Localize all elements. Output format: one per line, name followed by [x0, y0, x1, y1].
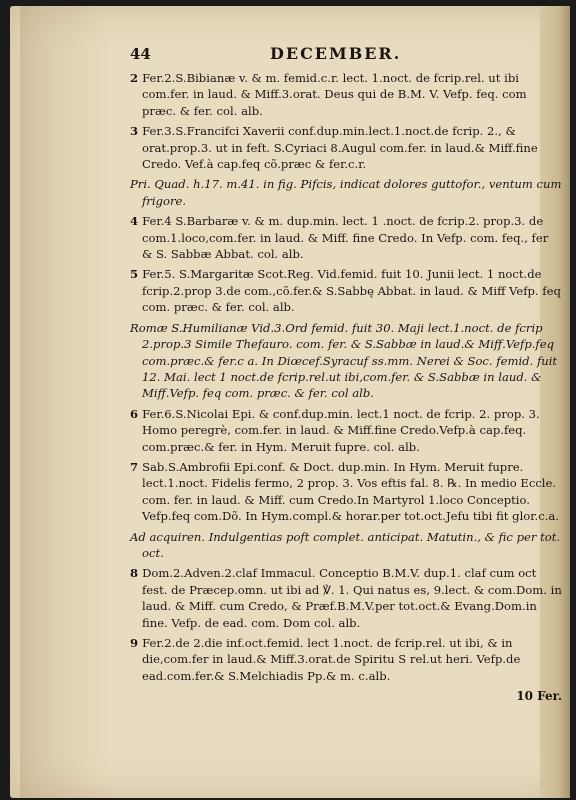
- entry-number: 7: [130, 459, 139, 474]
- page-number: 44: [130, 45, 151, 63]
- entry-number: 3: [130, 124, 139, 139]
- entry-number: 4: [130, 214, 139, 229]
- entry-6: [130, 406, 562, 455]
- entry-3: [130, 123, 562, 172]
- entry-text: Fer.2.de 2.die inf.oct.femid. lect 1.noct. de fcrip.rel. ut ibi, & in die,com.fer in laud.& Miff.3.orat.de Spiritu S rel.ut heri. Vefp.de ead.com.fer.& S.Melchiadis Pp.& m. c.alb.: [142, 636, 521, 683]
- entry-8: [130, 565, 562, 631]
- entry-9: [130, 635, 562, 684]
- entry-4: [130, 213, 562, 262]
- entry-5: [130, 266, 562, 315]
- entry-text: Dom.2.Adven.2.claf Immacul. Conceptio B.M.V. dup.1. claf cum oct fest. de Præcep.omn. ut ibi ad ℣. 1. Qui natus es, 9.lect. & com.Dom. in laud. & Miff. cum Credo, & Præf.B.M.V.per tot.oct.& Evang.Dom.in fine. Vefp. de ead. com. Dom col. alb.: [142, 566, 562, 630]
- entry-7: [130, 459, 562, 525]
- entry-number: 5: [130, 267, 139, 282]
- entry-text: Fer.3.S.Francifci Xaverii conf.dup.min.lect.1.noct.de fcrip. 2., & orat.prop.3. ut in feft. S.Cyriaci 8.Augul com.fer. in laud.& Miff.fine Credo. Vef.à cap.feq cõ.præc & fer.c.r.: [142, 124, 538, 172]
- entry-text: Fer.6.S.Nicolai Epi. & conf.dup.min. lect.1 noct. de fcrip. 2. prop. 3. Homo peregrè, com.fer. in laud. & Miff.fine Credo.Vefp.à cap.feq. com.præc.& fer. in Hym. Meruit fupre. col. alb.: [142, 406, 540, 454]
- note-indulgentias: Ad acquiren. Indulgentias poft complet. anticipat. Matutin., & fic per tot. oct.: [130, 529, 561, 560]
- page-fold-shadow: [20, 6, 110, 798]
- entry-number: 8: [130, 566, 139, 581]
- note-romae: Romæ S.Humilianæ Vid.3.Ord femid. fuit 30. Maji lect.1.noct. de fcrip 2.prop.3 Simile Thefauro. com. fer. & S.Sabbæ in laud.& Miff.Vefp.feq com.præc.& fer.c a. In Diœcef.Syracuf ss.mm. Nerei & Soc. femid. fuit 12. Mai. lect 1 noct.de fcrip.rel.ut ibi,com.fer. & S.Sabbæ in laud. & Miff.Vefp. feq com. præc. & fer. col alb.: [130, 320, 558, 401]
- entry-text: Fer.4 S.Barbaræ v. & m. dup.min. lect. 1 .noct. de fcrip.2. prop.3. de com.1.loco,com.fer. in laud. & Miff. fine Credo. In Vefp. com. feq., fer & S. Sabbæ Abbat. col. alb.: [142, 214, 549, 262]
- entry-2: [130, 70, 562, 119]
- month-heading: DECEMBER.: [270, 44, 402, 63]
- entry-text: Fer.5. S.Margaritæ Scot.Reg. Vid.femid. fuit 10. Junii lect. 1 noct.de fcrip.2.prop 3.de com.,cõ.fer.& S.Sabbę Abbat. in laud. & Miff Vefp. feq com. præc. & fer. col. alb.: [142, 267, 561, 315]
- entry-number: 9: [130, 636, 139, 650]
- catchword: 10 Fer.: [516, 689, 562, 704]
- page-text-block: [130, 46, 562, 705]
- note-quad: Pri. Quad. h.17. m.41. in fig. Pifcis, indicat dolores guttofor., ventum cum frigore.: [130, 177, 562, 208]
- page-header: [130, 46, 562, 70]
- entry-text: Fer.2.S.Bibianæ v. & m. femid.c.r. lect. 1.noct. de fcrip.rel. ut ibi com.fer. in laud. & Miff.3.orat. Deus qui de B.M. V. Vefp. feq. com præc. & fer. col. alb.: [142, 71, 527, 118]
- entry-number: 2: [130, 71, 139, 85]
- entry-text: Sab.S.Ambrofii Epi.conf. & Doct. dup.min. In Hym. Meruit fupre. lect.1.noct. Fidelis fermo, 2 prop. 3. Vos eftis fal. 8. ℞. In medio Eccle. com. fer. in laud. & Miff. cum Credo.In Martyrol 1.loco Conceptio. Vefp.feq com.Dõ. In Hym.compl.& horar.per tot.oct.Jefu tibi fit glor.c.a.: [142, 459, 559, 524]
- book-page: [10, 6, 570, 798]
- entry-number: 6: [130, 406, 139, 421]
